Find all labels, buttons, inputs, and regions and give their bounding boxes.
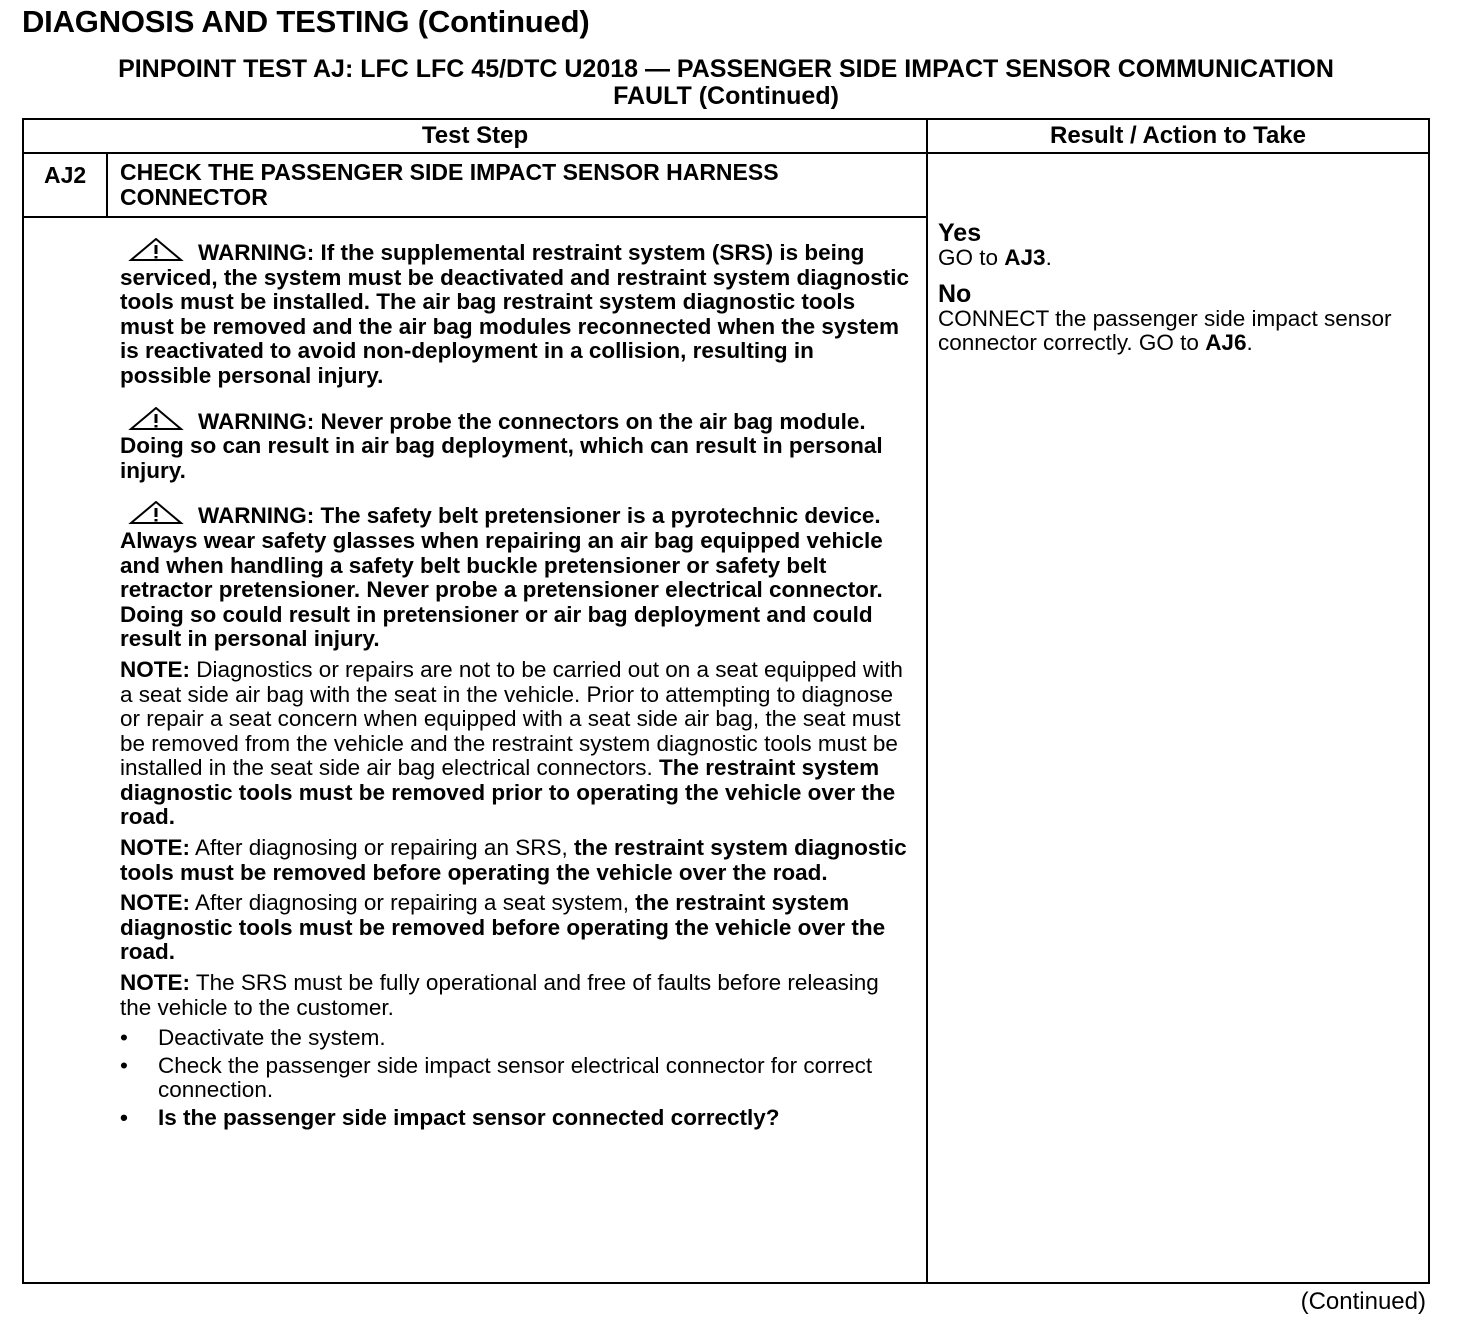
warning-triangle-icon bbox=[128, 238, 184, 262]
note-2 bbox=[120, 836, 910, 885]
note-4 bbox=[120, 971, 910, 1020]
warning-3-text: WARNING: The safety belt pretensioner is a pyrotechnic device. Always wear safety glasses when repairing an air bag equipped vehicle and when handling a safety belt buckle pretensioner or safety belt retractor pretensioner. Never probe a pretensioner electrical connector. Doing so could result in pretensioner or air bag deployment and could result in personal injury. bbox=[120, 503, 883, 652]
no-label: No bbox=[938, 279, 972, 308]
step-title-divider bbox=[24, 216, 926, 218]
note-label: NOTE: bbox=[120, 656, 190, 682]
diagnostic-table bbox=[22, 118, 1430, 1284]
note-label: NOTE: bbox=[120, 835, 190, 861]
action-question: • Is the passenger side impact sensor connected correctly? bbox=[120, 1106, 910, 1131]
action-item: • Check the passenger side impact sensor electrical connector for correct connection. bbox=[120, 1054, 910, 1103]
step-id: AJ2 bbox=[44, 162, 87, 188]
column-divider bbox=[926, 120, 928, 1284]
no-action: CONNECT the passenger side impact sensor connector correctly. GO to AJ6. bbox=[938, 305, 1392, 356]
test-title-line-1: PINPOINT TEST AJ: LFC LFC 45/DTC U2018 — PASSENGER SIDE IMPACT SENSOR COMMUNICATION bbox=[118, 55, 1334, 83]
note-bold-text: the restraint system diagnostic tools must be removed before operating the vehicle over the road. bbox=[120, 835, 907, 885]
note-text: After diagnosing or repairing a seat system, bbox=[190, 890, 636, 916]
header-test-step: Test Step bbox=[421, 122, 529, 149]
note-text: The SRS must be fully operational and free of faults before releasing the vehicle to the customer. bbox=[120, 970, 879, 1020]
no-step-ref: AJ6 bbox=[1205, 330, 1247, 356]
warning-2 bbox=[120, 407, 910, 484]
note-text: Diagnostics or repairs are not to be carried out on a seat equipped with a seat side air bag with the seat in the vehicle. Prior to attempting to diagnose or repair a seat concern when equipped with a seat side air bag, the seat must be removed from the vehicle and the restraint system diagnostic tools must be installed in the seat side air bag electrical connectors. bbox=[120, 656, 903, 781]
yes-label: Yes bbox=[938, 219, 982, 247]
action-item: • Deactivate the system. bbox=[120, 1026, 910, 1051]
note-label: NOTE: bbox=[120, 890, 190, 916]
warning-3 bbox=[120, 501, 910, 652]
note-1 bbox=[120, 658, 910, 830]
warning-triangle-icon bbox=[128, 501, 184, 525]
yes-action: GO to AJ3. bbox=[938, 245, 1052, 270]
step-title: CHECK THE PASSENGER SIDE IMPACT SENSOR HARNESS CONNECTOR bbox=[120, 159, 779, 210]
continued-footer: (Continued) bbox=[1300, 1288, 1426, 1315]
test-step-content bbox=[120, 238, 910, 1134]
note-3 bbox=[120, 891, 910, 965]
note-text: After diagnosing or repairing an SRS, bbox=[190, 835, 574, 861]
note-label: NOTE: bbox=[120, 970, 190, 996]
note-bold-text: The restraint system diagnostic tools must be removed prior to operating the vehicle over the road. bbox=[120, 755, 896, 830]
action-list bbox=[120, 1026, 910, 1130]
note-bold-text: the restraint system diagnostic tools must be removed before operating the vehicle over the road. bbox=[120, 890, 886, 965]
warning-1-text: WARNING: If the supplemental restraint system (SRS) is being serviced, the system must be deactivated and restraint system diagnostic tools must be installed. The air bag restraint system diagnostic tools must be removed and the air bag modules reconnected when the system is reactivated to avoid non-deployment in a collision, resulting in possible personal injury. bbox=[120, 240, 910, 388]
page-title: DIAGNOSIS AND TESTING (Continued) bbox=[22, 4, 590, 39]
yes-step-ref: AJ3 bbox=[1004, 245, 1046, 270]
pinpoint-test-title bbox=[22, 56, 1430, 110]
header-divider bbox=[24, 152, 1428, 154]
test-title-line-2: FAULT (Continued) bbox=[613, 82, 839, 110]
warning-triangle-icon bbox=[128, 407, 184, 431]
result-action-column bbox=[938, 220, 1408, 366]
warning-1 bbox=[120, 238, 910, 389]
step-id-divider bbox=[106, 154, 108, 218]
header-result-action: Result / Action to Take bbox=[1049, 122, 1307, 149]
warning-2-text: WARNING: Never probe the connectors on the air bag module. Doing so can result in air bag deployment, which can result in personal injury. bbox=[120, 408, 883, 483]
